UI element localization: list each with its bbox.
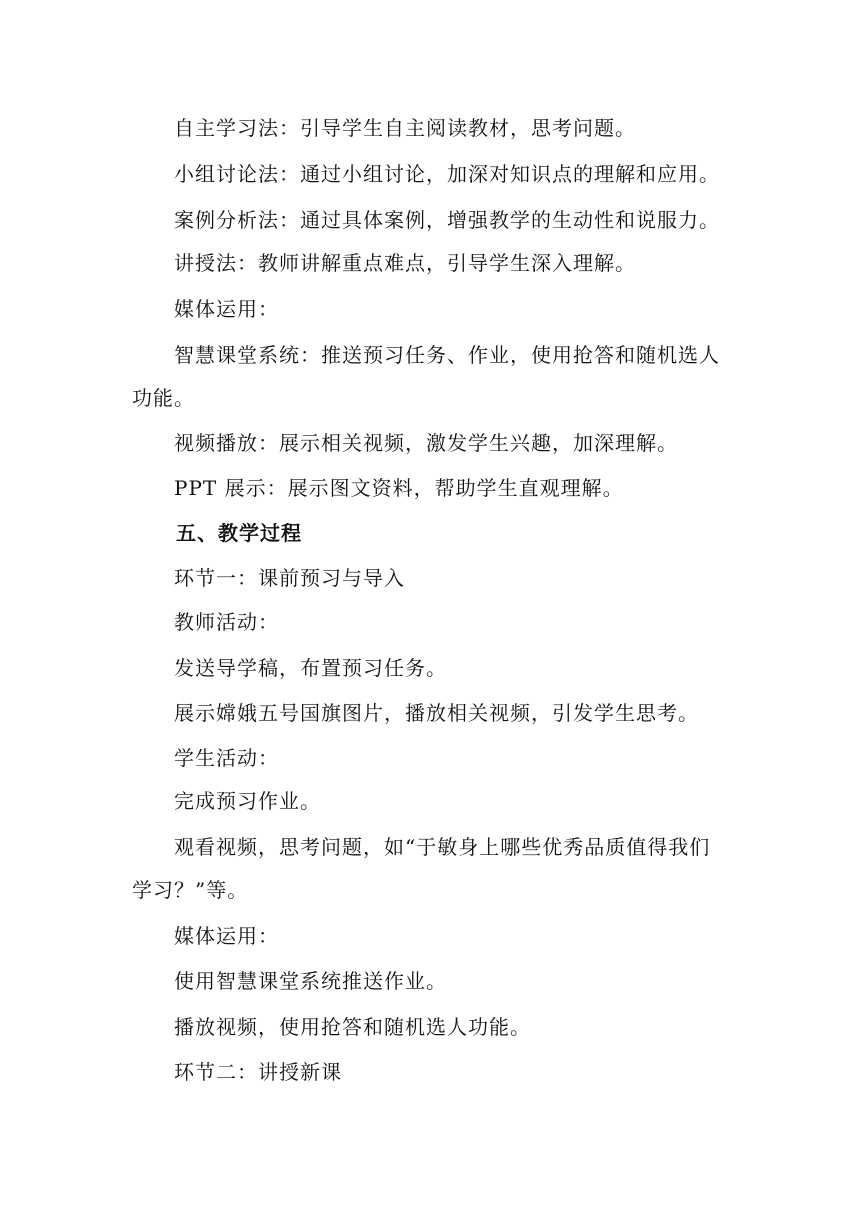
section-heading-teaching-process: 五、教学过程 [176, 521, 302, 545]
paragraph-case-analysis: 案例分析法：通过具体案例，增强教学的生动性和说服力。 [174, 208, 720, 232]
paragraph-student-activity-label: 学生活动： [174, 746, 279, 770]
paragraph-video: 视频播放：展示相关视频，激发学生兴趣，加深理解。 [174, 431, 678, 455]
paragraph-watch-video: 观看视频，思考问题，如“于敏身上哪些优秀品质值得我们 [174, 835, 711, 859]
paragraph-stage-two: 环节二：讲授新课 [174, 1060, 342, 1084]
paragraph-lecture: 讲授法：教师讲解重点难点，引导学生深入理解。 [174, 251, 636, 275]
paragraph-ppt: PPT 展示：展示图文资料，帮助学生直观理解。 [174, 476, 624, 500]
paragraph-play-video: 播放视频，使用抢答和随机选人功能。 [174, 1015, 531, 1039]
paragraph-media-label: 媒体运用： [174, 297, 279, 321]
paragraph-watch-video-cont: 学习？”等。 [132, 878, 249, 902]
paragraph-stage-one: 环节一：课前预习与导入 [174, 566, 405, 590]
paragraph-complete-homework: 完成预习作业。 [174, 789, 321, 813]
paragraph-group-discussion: 小组讨论法：通过小组讨论，加深对知识点的理解和应用。 [174, 162, 720, 186]
paragraph-push-homework: 使用智慧课堂系统推送作业。 [174, 969, 447, 993]
paragraph-media-label-2: 媒体运用： [174, 924, 279, 948]
paragraph-smart-classroom: 智慧课堂系统：推送预习任务、作业，使用抢答和随机选人 [174, 343, 720, 367]
paragraph-self-study: 自主学习法：引导学生自主阅读教材，思考问题。 [174, 116, 636, 140]
paragraph-send-guide: 发送导学稿，布置预习任务。 [174, 656, 447, 680]
paragraph-smart-classroom-cont: 功能。 [132, 386, 195, 410]
paragraph-show-flag: 展示嫦娥五号国旗图片，播放相关视频，引发学生思考。 [174, 701, 699, 725]
paragraph-teacher-activity-label: 教师活动： [174, 610, 279, 634]
